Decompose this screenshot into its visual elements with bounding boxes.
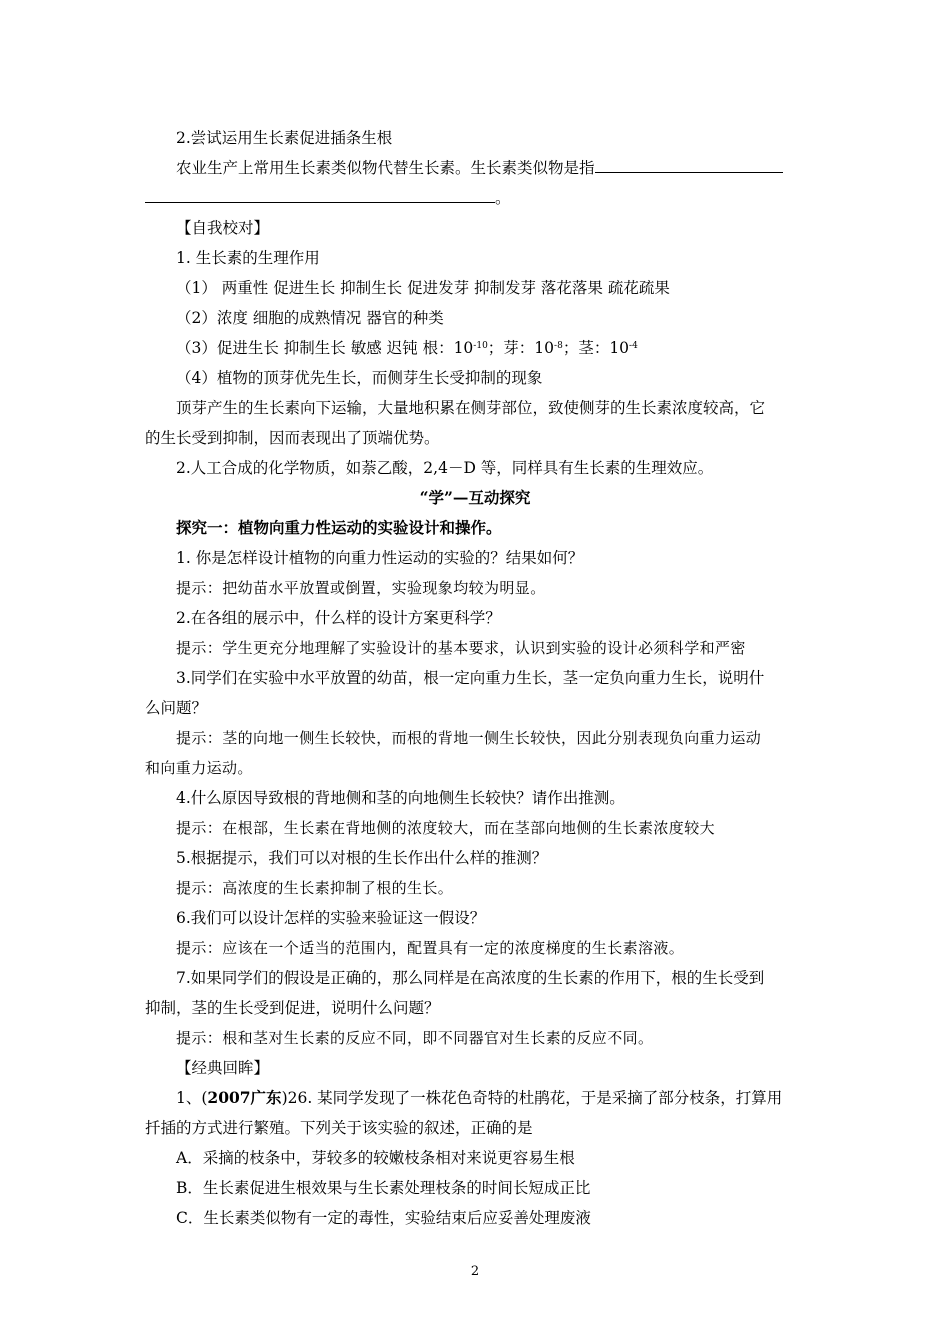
- section-title: 【经典回眸】: [176, 1059, 270, 1077]
- list-item: （2）浓度 细胞的成熟情况 器官的种类: [176, 309, 444, 327]
- question: 4.什么原因导致根的背地侧和茎的向地侧生长较快？请作出推测。: [176, 789, 625, 807]
- hint: 提示：把幼苗水平放置或倒置，实验现象均较为明显。: [176, 579, 546, 597]
- hint: 提示：茎的向地一侧生长较快，而根的背地一侧生长较快，因此分别表现负向重力运动: [176, 729, 762, 747]
- question: 2.在各组的展示中，什么样的设计方案更科学？: [176, 609, 501, 627]
- section-heading: 2.尝试运用生长素促进插条生根: [176, 129, 393, 147]
- page-number: 2: [470, 1264, 480, 1279]
- paragraph-line: 。: [145, 188, 511, 208]
- fill-blank: [595, 158, 783, 173]
- list-item: （4）植物的顶芽优先生长，而侧芽生长受抑制的现象: [176, 369, 543, 387]
- list-item: 1. 生长素的生理作用: [176, 249, 320, 267]
- question: 3.同学们在实验中水平放置的幼苗，根一定向重力生长，茎一定负向重力生长，说明什: [176, 669, 765, 687]
- answer-option: C．生长素类似物有一定的毒性，实验结束后应妥善处理废液: [176, 1209, 591, 1227]
- answer-option: B．生长素促进生根效果与生长素处理枝条的时间长短成正比: [176, 1179, 591, 1197]
- hint: 提示：学生更充分地理解了实验设计的基本要求，认识到实验的设计必须科学和严密: [176, 639, 746, 657]
- question: 6.我们可以设计怎样的实验来验证这一假设？: [176, 909, 486, 927]
- hint: 提示：在根部，生长素在背地侧的浓度较大，而在茎部向地侧的生长素浓度较大: [176, 819, 716, 837]
- exam-question: 1、(2007广东)26. 某同学发现了一株花色奇特的杜鹃花，于是采摘了部分枝条，打算用: [176, 1088, 783, 1107]
- question: 5.根据提示，我们可以对根的生长作出什么样的推测？: [176, 849, 548, 867]
- list-item: 2.人工合成的化学物质，如萘乙酸，2,4－D 等，同样具有生长素的生理效应。: [176, 459, 714, 477]
- hint: 和向重力运动。: [145, 759, 253, 777]
- hint: 提示：应该在一个适当的范围内，配置具有一定的浓度梯度的生长素溶液。: [176, 939, 685, 957]
- question: 抑制，茎的生长受到促进，说明什么问题？: [145, 999, 440, 1017]
- hint: 提示：高浓度的生长素抑制了根的生长。: [176, 879, 454, 897]
- hint: 提示：根和茎对生长素的反应不同，即不同器官对生长素的反应不同。: [176, 1029, 654, 1047]
- question: 1. 你是怎样设计植物的向重力性运动的实验的？结果如何？: [176, 549, 584, 567]
- section-subtitle: 探究一：植物向重力性运动的实验设计和操作。: [176, 518, 502, 537]
- question: 么问题？: [145, 699, 208, 717]
- list-item: （3）促进生长 抑制生长 敏感 迟钝 根：$10^{-10}$；芽：$10^{-8}$；茎：$10^{-4}$: [176, 339, 638, 357]
- list-item: （1） 两重性 促进生长 抑制生长 促进发芽 抑制发芽 落花落果 疏花疏果: [176, 279, 670, 297]
- answer-option: A．采摘的枝条中，芽较多的较嫩枝条相对来说更容易生根: [176, 1149, 575, 1167]
- question: 7.如果同学们的假设是正确的，那么同样是在高浓度的生长素的作用下，根的生长受到: [176, 969, 765, 987]
- paragraph-line: 的生长受到抑制，因而表现出了顶端优势。: [145, 429, 440, 447]
- fill-blank: [145, 188, 495, 203]
- paragraph-line: 顶芽产生的生长素向下运输，大量地积累在侧芽部位，致使侧芽的生长素浓度较高，它: [176, 399, 766, 417]
- section-title: 【自我校对】: [176, 219, 270, 237]
- section-title: “学”—互动探究: [419, 488, 531, 507]
- paragraph-line: 农业生产上常用生长素类似物代替生长素。生长素类似物是指: [176, 158, 783, 178]
- exam-question: 扦插的方式进行繁殖。下列关于该实验的叙述，正确的是: [145, 1119, 533, 1137]
- question-source: 2007广东: [207, 1088, 282, 1107]
